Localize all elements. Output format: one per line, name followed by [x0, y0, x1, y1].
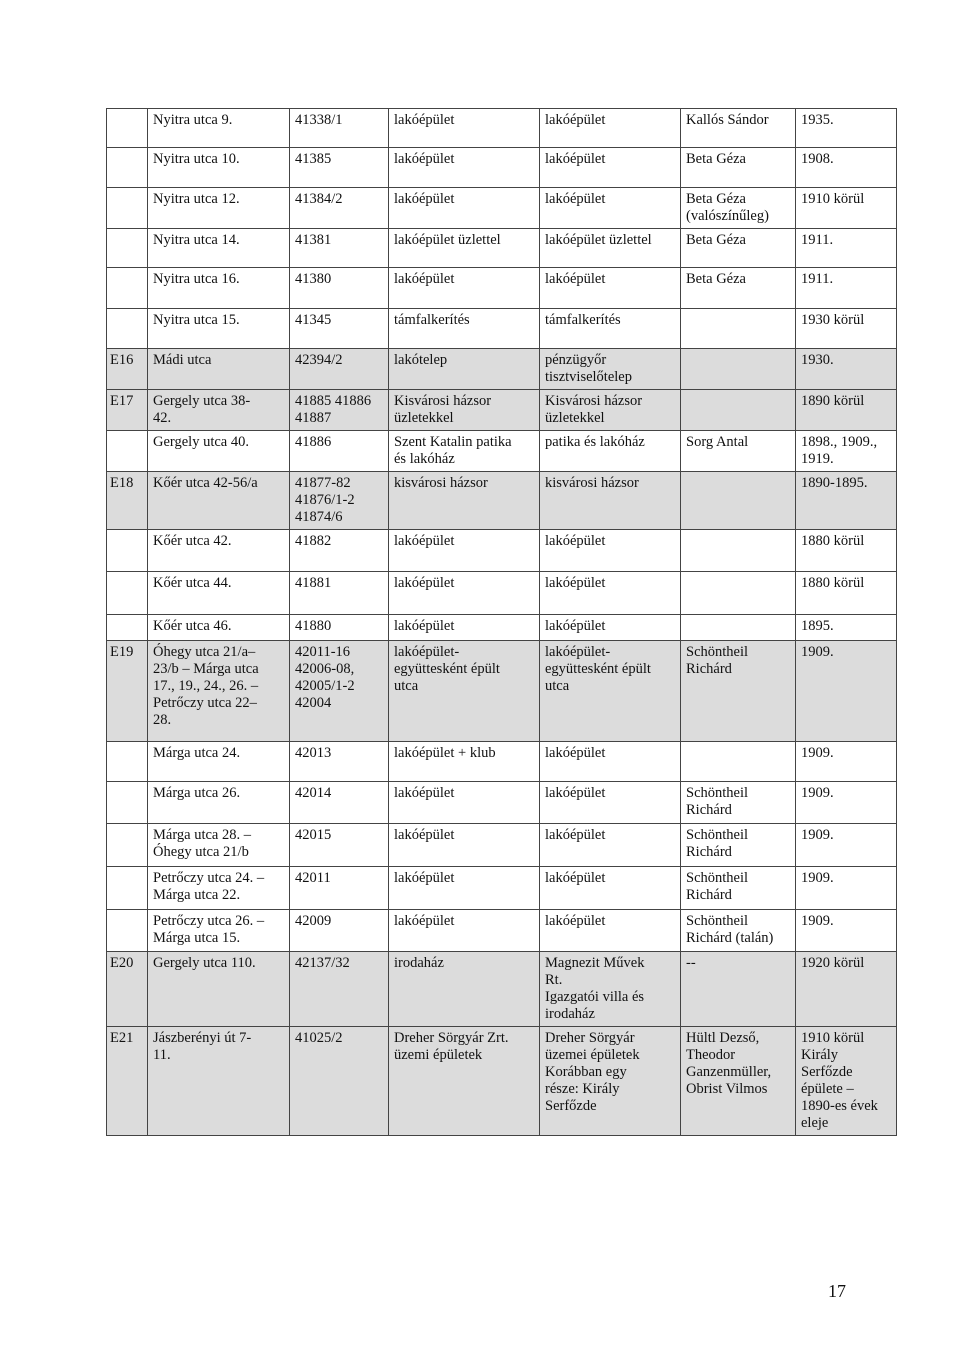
page-number: 17: [828, 1281, 846, 1301]
cell-parcel-number: 42009: [290, 910, 389, 952]
cell-address: Márga utca 24.: [148, 742, 290, 782]
cell-address: Nyitra utca 9.: [148, 109, 290, 148]
table-row: [107, 572, 897, 615]
cell-parcel-number: 41880: [290, 615, 389, 641]
cell-architect: [681, 309, 796, 349]
cell-architect: [681, 472, 796, 530]
cell-architect: [681, 390, 796, 431]
cell-id: [107, 572, 148, 615]
cell-architect: Beta Géza: [681, 229, 796, 268]
cell-address: Petrőczy utca 24. – Márga utca 22.: [148, 867, 290, 910]
table-row: [107, 229, 897, 268]
table-row: [107, 390, 897, 431]
table-row: [107, 910, 897, 952]
cell-current-function: lakóépület: [540, 910, 681, 952]
cell-date: 1880 körül: [796, 530, 897, 572]
cell-original-function: lakóépület + klub: [389, 742, 540, 782]
cell-date: 1935.: [796, 109, 897, 148]
cell-architect: [681, 349, 796, 390]
cell-date: 1898., 1909., 1919.: [796, 431, 897, 472]
cell-date: 1930.: [796, 349, 897, 390]
cell-architect: Schöntheil Richárd: [681, 824, 796, 867]
cell-current-function: lakóépület: [540, 782, 681, 824]
table-body: [107, 109, 897, 1136]
cell-address: Kőér utca 42.: [148, 530, 290, 572]
cell-current-function: lakóépület: [540, 742, 681, 782]
cell-id: E17: [107, 390, 148, 431]
cell-current-function: pénzügyőr tisztviselőtelep: [540, 349, 681, 390]
cell-date: 1911.: [796, 268, 897, 309]
cell-parcel-number: 41380: [290, 268, 389, 309]
cell-parcel-number: 42011: [290, 867, 389, 910]
cell-original-function: lakóépület: [389, 530, 540, 572]
table-row: [107, 431, 897, 472]
table-row: [107, 109, 897, 148]
cell-address: Nyitra utca 10.: [148, 148, 290, 188]
cell-id: E21: [107, 1027, 148, 1136]
cell-parcel-number: 41881: [290, 572, 389, 615]
cell-architect: Schöntheil Richárd: [681, 641, 796, 742]
cell-original-function: lakóépület: [389, 188, 540, 229]
cell-original-function: lakóépület: [389, 867, 540, 910]
cell-id: [107, 309, 148, 349]
cell-current-function: Dreher Sörgyár üzemei épületek Korábban egy része: Király Serfőzde: [540, 1027, 681, 1136]
cell-date: 1909.: [796, 641, 897, 742]
cell-parcel-number: 42394/2: [290, 349, 389, 390]
cell-id: [107, 431, 148, 472]
cell-date: 1908.: [796, 148, 897, 188]
cell-id: [107, 530, 148, 572]
cell-architect: --: [681, 952, 796, 1027]
cell-original-function: kisvárosi házsor: [389, 472, 540, 530]
cell-id: [107, 188, 148, 229]
cell-parcel-number: 41384/2: [290, 188, 389, 229]
cell-parcel-number: 41381: [290, 229, 389, 268]
cell-id: E16: [107, 349, 148, 390]
cell-architect: [681, 572, 796, 615]
cell-current-function: lakóépület: [540, 109, 681, 148]
cell-current-function: lakóépület: [540, 867, 681, 910]
cell-date: 1909.: [796, 824, 897, 867]
cell-date: 1909.: [796, 782, 897, 824]
cell-id: [107, 824, 148, 867]
cell-address: Óhegy utca 21/a– 23/b – Márga utca 17., 19., 24., 26. – Petrőczy utca 22– 28.: [148, 641, 290, 742]
cell-parcel-number: 41885 41886 41887: [290, 390, 389, 431]
cell-id: [107, 742, 148, 782]
cell-current-function: lakóépület: [540, 824, 681, 867]
table-row: [107, 530, 897, 572]
cell-original-function: lakóépület: [389, 910, 540, 952]
cell-original-function: lakóépület: [389, 148, 540, 188]
cell-parcel-number: 41882: [290, 530, 389, 572]
cell-parcel-number: 42013: [290, 742, 389, 782]
cell-architect: Sorg Antal: [681, 431, 796, 472]
cell-date: 1890 körül: [796, 390, 897, 431]
cell-original-function: Dreher Sörgyár Zrt. üzemi épületek: [389, 1027, 540, 1136]
cell-architect: [681, 530, 796, 572]
cell-id: [107, 782, 148, 824]
cell-current-function: lakóépület: [540, 268, 681, 309]
table-row: [107, 824, 897, 867]
cell-date: 1895.: [796, 615, 897, 641]
cell-address: Kőér utca 42-56/a: [148, 472, 290, 530]
cell-id: [107, 229, 148, 268]
cell-id: [107, 268, 148, 309]
cell-id: [107, 615, 148, 641]
cell-current-function: lakóépület: [540, 188, 681, 229]
cell-current-function: kisvárosi házsor: [540, 472, 681, 530]
table-row: [107, 1027, 897, 1136]
table-row: [107, 188, 897, 229]
cell-date: 1909.: [796, 910, 897, 952]
cell-original-function: lakótelep: [389, 349, 540, 390]
cell-current-function: lakóépület: [540, 615, 681, 641]
cell-original-function: lakóépület: [389, 824, 540, 867]
cell-address: Gergely utca 40.: [148, 431, 290, 472]
table-row: [107, 309, 897, 349]
cell-architect: [681, 615, 796, 641]
cell-original-function: lakóépület: [389, 615, 540, 641]
cell-architect: Schöntheil Richárd: [681, 867, 796, 910]
cell-original-function: lakóépület: [389, 268, 540, 309]
cell-current-function: Magnezit Művek Rt. Igazgatói villa és irodaház: [540, 952, 681, 1027]
cell-current-function: támfalkerítés: [540, 309, 681, 349]
cell-address: Nyitra utca 12.: [148, 188, 290, 229]
table-row: [107, 742, 897, 782]
cell-parcel-number: 41338/1: [290, 109, 389, 148]
cell-original-function: lakóépület: [389, 109, 540, 148]
cell-date: 1911.: [796, 229, 897, 268]
cell-original-function: lakóépület: [389, 782, 540, 824]
table-row: [107, 867, 897, 910]
cell-date: 1910 körül: [796, 188, 897, 229]
cell-architect: Beta Géza: [681, 268, 796, 309]
cell-id: E19: [107, 641, 148, 742]
cell-parcel-number: 41886: [290, 431, 389, 472]
table-row: [107, 148, 897, 188]
cell-original-function: lakóépület- együttesként épült utca: [389, 641, 540, 742]
cell-original-function: Kisvárosi házsor üzletekkel: [389, 390, 540, 431]
cell-address: Gergely utca 38- 42.: [148, 390, 290, 431]
cell-original-function: irodaház: [389, 952, 540, 1027]
cell-id: [107, 148, 148, 188]
cell-date: 1930 körül: [796, 309, 897, 349]
cell-current-function: Kisvárosi házsor üzletekkel: [540, 390, 681, 431]
cell-parcel-number: 41877-82 41876/1-2 41874/6: [290, 472, 389, 530]
cell-parcel-number: 42015: [290, 824, 389, 867]
cell-architect: Schöntheil Richárd: [681, 782, 796, 824]
cell-address: Jászberényi út 7- 11.: [148, 1027, 290, 1136]
cell-parcel-number: 41385: [290, 148, 389, 188]
table-row: [107, 472, 897, 530]
cell-parcel-number: 41345: [290, 309, 389, 349]
table-row: [107, 782, 897, 824]
cell-id: [107, 910, 148, 952]
cell-architect: Beta Géza (valószínűleg): [681, 188, 796, 229]
cell-address: Nyitra utca 14.: [148, 229, 290, 268]
cell-address: Kőér utca 46.: [148, 615, 290, 641]
heritage-buildings-table: [106, 108, 897, 1136]
cell-parcel-number: 42137/32: [290, 952, 389, 1027]
cell-current-function: lakóépület: [540, 148, 681, 188]
cell-id: [107, 867, 148, 910]
cell-original-function: támfalkerítés: [389, 309, 540, 349]
cell-architect: Hültl Dezső, Theodor Ganzenmüller, Obrist Vilmos: [681, 1027, 796, 1136]
cell-parcel-number: 42011-16 42006-08, 42005/1-2 42004: [290, 641, 389, 742]
cell-architect: [681, 742, 796, 782]
cell-original-function: lakóépület üzlettel: [389, 229, 540, 268]
table-row: [107, 268, 897, 309]
cell-parcel-number: 42014: [290, 782, 389, 824]
table-row: [107, 641, 897, 742]
cell-address: Márga utca 26.: [148, 782, 290, 824]
cell-address: Nyitra utca 16.: [148, 268, 290, 309]
cell-address: Mádi utca: [148, 349, 290, 390]
table-row: [107, 952, 897, 1027]
cell-id: E20: [107, 952, 148, 1027]
cell-address: Kőér utca 44.: [148, 572, 290, 615]
table-row: [107, 615, 897, 641]
cell-date: 1910 körül Király Serfőzde épülete – 1890-es évek eleje: [796, 1027, 897, 1136]
cell-current-function: lakóépület üzlettel: [540, 229, 681, 268]
cell-id: E18: [107, 472, 148, 530]
cell-original-function: lakóépület: [389, 572, 540, 615]
cell-current-function: lakóépület- együttesként épült utca: [540, 641, 681, 742]
cell-date: 1890-1895.: [796, 472, 897, 530]
cell-current-function: lakóépület: [540, 530, 681, 572]
cell-address: Márga utca 28. – Óhegy utca 21/b: [148, 824, 290, 867]
cell-address: Nyitra utca 15.: [148, 309, 290, 349]
cell-architect: Beta Géza: [681, 148, 796, 188]
cell-parcel-number: 41025/2: [290, 1027, 389, 1136]
cell-date: 1909.: [796, 867, 897, 910]
cell-id: [107, 109, 148, 148]
cell-address: Petrőczy utca 26. – Márga utca 15.: [148, 910, 290, 952]
cell-architect: Kallós Sándor: [681, 109, 796, 148]
cell-date: 1880 körül: [796, 572, 897, 615]
cell-architect: Schöntheil Richárd (talán): [681, 910, 796, 952]
cell-date: 1909.: [796, 742, 897, 782]
cell-current-function: patika és lakóház: [540, 431, 681, 472]
cell-address: Gergely utca 110.: [148, 952, 290, 1027]
cell-date: 1920 körül: [796, 952, 897, 1027]
table-row: [107, 349, 897, 390]
cell-current-function: lakóépület: [540, 572, 681, 615]
cell-original-function: Szent Katalin patika és lakóház: [389, 431, 540, 472]
